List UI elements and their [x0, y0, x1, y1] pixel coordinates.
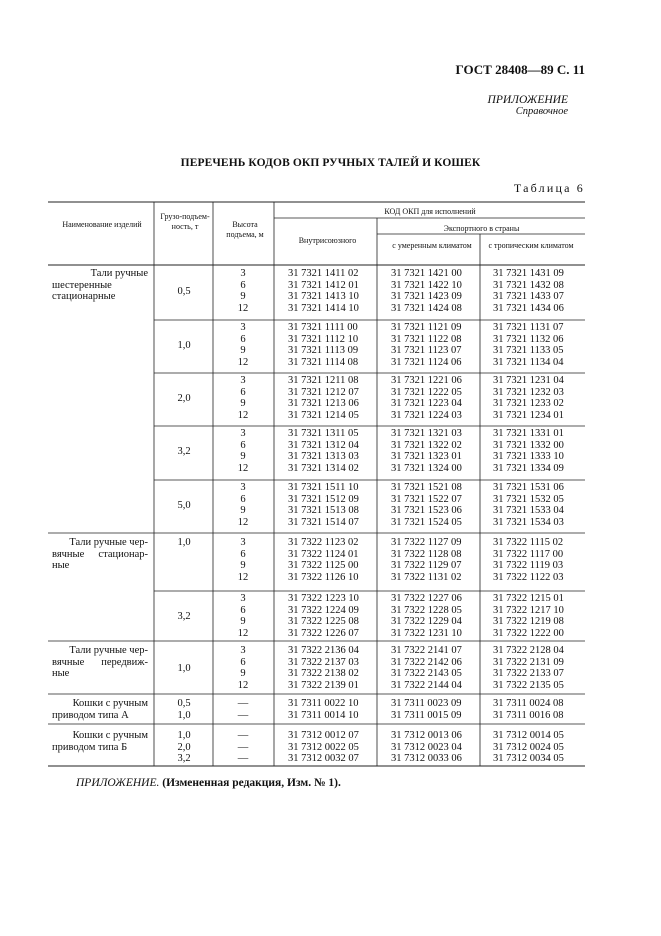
okp-code-domestic: 31 7321 1211 08 — [288, 375, 359, 386]
okp-code-tropical: 31 7322 1219 08 — [493, 616, 564, 628]
load-capacity: 0,5 — [177, 698, 191, 709]
okp-code-temperate: 31 7322 2141 07 — [391, 645, 462, 656]
okp-code-temperate: 31 7321 1421 00 — [391, 268, 462, 279]
product-name-line: шестеренные — [52, 279, 112, 291]
okp-code-tropical: 31 7321 1433 07 — [493, 291, 564, 303]
okp-code-tropical: 31 7322 1117 00 — [493, 548, 564, 560]
okp-code-tropical: 31 7321 1531 06 — [493, 482, 564, 493]
okp-code-domestic: 31 7312 0022 05 — [288, 741, 359, 753]
lift-height: 6 — [240, 656, 246, 668]
lift-height: 12 — [237, 303, 249, 315]
okp-code-domestic: 31 7322 1223 10 — [288, 593, 359, 604]
okp-code-temperate: 31 7321 1321 03 — [391, 428, 462, 439]
load-capacity: 2,0 — [177, 741, 191, 753]
product-name-line: приводом типа Б — [52, 741, 128, 753]
okp-code-temperate: 31 7322 1227 06 — [391, 593, 462, 604]
lift-height: — — [237, 730, 249, 741]
okp-code-domestic: 31 7321 1313 03 — [288, 451, 359, 463]
okp-code-tropical: 31 7312 0024 05 — [493, 741, 564, 753]
lift-height: 12 — [237, 628, 249, 640]
okp-code-temperate: 31 7312 0023 04 — [391, 741, 462, 753]
okp-code-domestic: 31 7321 1214 05 — [288, 410, 359, 422]
okp-code-domestic: 31 7322 2137 03 — [288, 656, 359, 668]
product-name-line: Кошки с ручным — [72, 730, 148, 741]
okp-code-domestic: 31 7322 2138 02 — [288, 668, 359, 680]
okp-code-temperate: 31 7321 1222 05 — [391, 386, 462, 398]
okp-code-temperate: 31 7321 1521 08 — [391, 482, 462, 493]
lift-height: — — [237, 709, 249, 721]
okp-code-tropical: 31 7321 1334 09 — [493, 463, 564, 475]
lift-height: 3 — [240, 428, 246, 439]
okp-code-tropical: 31 7321 1533 04 — [493, 505, 564, 517]
okp-code-tropical: 31 7322 2135 05 — [493, 680, 564, 692]
okp-code-tropical: 31 7321 1434 06 — [493, 303, 564, 315]
okp-code-tropical: 31 7322 2131 09 — [493, 656, 564, 668]
okp-code-temperate: 31 7322 1231 10 — [391, 628, 462, 640]
okp-code-domestic: 31 7321 1114 08 — [288, 357, 359, 369]
okp-code-domestic: 31 7321 1411 02 — [288, 268, 359, 279]
okp-code-temperate: 31 7321 1124 06 — [391, 357, 462, 369]
lift-height: — — [237, 698, 249, 709]
okp-code-temperate: 31 7322 2143 05 — [391, 668, 462, 680]
okp-code-domestic: 31 7322 1224 09 — [288, 604, 359, 616]
okp-code-domestic: 31 7311 0014 10 — [288, 709, 359, 721]
okp-code-temperate: 31 7321 1523 06 — [391, 505, 462, 517]
table-label: Таблица 6 — [513, 181, 585, 195]
lift-height: 6 — [240, 493, 246, 505]
load-capacity: 3,2 — [177, 445, 191, 457]
lift-height: 3 — [240, 322, 246, 333]
product-name-line: вячные передвиж- — [52, 656, 148, 668]
product-name-line: Кошки с ручным — [72, 698, 148, 709]
okp-code-tropical: 31 7312 0014 05 — [493, 730, 564, 741]
okp-code-temperate: 31 7322 2142 06 — [391, 656, 462, 668]
okp-code-tropical: 31 7321 1333 10 — [493, 451, 564, 463]
product-name-line: приводом типа А — [52, 709, 129, 721]
okp-code-temperate: 31 7322 1228 05 — [391, 604, 462, 616]
okp-code-domestic: 31 7321 1414 10 — [288, 303, 359, 315]
okp-code-tropical: 31 7311 0024 08 — [493, 698, 564, 709]
okp-code-temperate: 31 7322 1128 08 — [391, 548, 462, 560]
okp-code-domestic: 31 7322 1226 07 — [288, 628, 359, 640]
okp-code-domestic: 31 7321 1113 09 — [288, 345, 359, 357]
okp-code-domestic: 31 7321 1314 02 — [288, 463, 359, 475]
lift-height: 12 — [237, 572, 249, 584]
okp-code-domestic: 31 7322 1124 01 — [288, 548, 359, 560]
lift-height: 6 — [240, 604, 246, 616]
okp-code-tropical: 31 7311 0016 08 — [493, 709, 564, 721]
okp-code-tropical: 31 7321 1432 08 — [493, 279, 564, 291]
okp-code-temperate: 31 7321 1221 06 — [391, 375, 462, 386]
product-name-line: Тали ручные чер- — [69, 645, 148, 656]
lift-height: 9 — [240, 560, 246, 572]
okp-code-domestic: 31 7311 0022 10 — [288, 698, 359, 709]
okp-code-tropical: 31 7321 1331 01 — [493, 428, 564, 439]
load-capacity: 3,2 — [177, 753, 191, 765]
lift-height: 6 — [240, 386, 246, 398]
okp-code-tropical: 31 7322 2133 07 — [493, 668, 564, 680]
okp-code-domestic: 31 7321 1311 05 — [288, 428, 359, 439]
footer-italic: ПРИЛОЖЕНИЕ. — [76, 777, 160, 789]
load-capacity: 2,0 — [177, 392, 191, 404]
lift-height: 6 — [240, 439, 246, 451]
lift-height: 6 — [240, 279, 246, 291]
okp-code-temperate: 31 7321 1522 07 — [391, 493, 462, 505]
appendix-title: ПРИЛОЖЕНИЕ — [487, 94, 568, 106]
okp-code-tropical: 31 7321 1134 04 — [493, 357, 564, 369]
okp-code-domestic: 31 7322 1225 08 — [288, 616, 359, 628]
load-capacity: 1,0 — [177, 709, 191, 721]
okp-code-temperate: 31 7321 1224 03 — [391, 410, 462, 422]
okp-code-tropical: 31 7321 1532 05 — [493, 493, 564, 505]
load-capacity: 3,2 — [177, 610, 191, 622]
okp-code-tropical: 31 7321 1234 01 — [493, 410, 564, 422]
lift-height: 9 — [240, 451, 246, 463]
lift-height: 3 — [240, 268, 246, 279]
col-head-name: Наименование изделий — [62, 220, 142, 229]
okp-code-temperate: 31 7322 1131 02 — [391, 572, 462, 584]
okp-code-domestic: 31 7321 1512 09 — [288, 493, 359, 505]
okp-code-tropical: 31 7322 1115 02 — [493, 537, 564, 548]
col-head-domestic: Внутрисоюзного — [298, 236, 357, 245]
okp-code-temperate: 31 7321 1324 00 — [391, 463, 462, 475]
okp-code-tropical: 31 7321 1132 06 — [493, 333, 564, 345]
okp-code-temperate: 31 7321 1223 04 — [391, 398, 462, 410]
okp-code-tropical: 31 7322 1217 10 — [493, 604, 564, 616]
okp-code-tropical: 31 7321 1231 04 — [493, 375, 564, 386]
okp-code-domestic: 31 7321 1213 06 — [288, 398, 359, 410]
footer-note — [76, 777, 341, 789]
lift-height: 3 — [240, 645, 246, 656]
product-name-line: Тали ручные чер- — [69, 537, 148, 548]
okp-code-temperate: 31 7312 0013 06 — [391, 730, 462, 741]
okp-code-temperate: 31 7321 1323 01 — [391, 451, 462, 463]
okp-code-tropical: 31 7322 1119 03 — [493, 560, 564, 572]
col-head-tropical: с тропическим климатом — [488, 241, 574, 250]
col-head-height: Высота подъема, м — [226, 220, 264, 239]
lift-height: — — [237, 753, 249, 765]
col-head-temperate: с умеренным климатом — [392, 241, 472, 250]
okp-code-temperate: 31 7312 0033 06 — [391, 753, 462, 765]
product-name-line: ные — [52, 560, 70, 572]
appendix-type: Справочное — [515, 106, 568, 117]
lift-height: 9 — [240, 668, 246, 680]
okp-code-temperate: 31 7321 1424 08 — [391, 303, 462, 315]
col-head-load: Грузо-подъем-ность, т — [160, 212, 210, 231]
load-capacity: 1,0 — [177, 730, 191, 741]
lift-height: 9 — [240, 291, 246, 303]
product-name-line: вячные стационар- — [52, 548, 148, 560]
okp-code-tropical: 31 7321 1431 09 — [493, 268, 564, 279]
okp-code-temperate: 31 7321 1123 07 — [391, 345, 462, 357]
page-header: ГОСТ 28408—89 С. 11 — [455, 62, 585, 77]
lift-height: 12 — [237, 410, 249, 422]
okp-code-tropical: 31 7322 1215 01 — [493, 593, 564, 604]
lift-height: 12 — [237, 357, 249, 369]
okp-code-tropical: 31 7321 1232 03 — [493, 386, 564, 398]
okp-code-domestic: 31 7321 1312 04 — [288, 439, 359, 451]
load-capacity: 1,0 — [177, 339, 191, 351]
okp-code-tropical: 31 7321 1131 07 — [493, 322, 564, 333]
lift-height: 6 — [240, 548, 246, 560]
okp-code-temperate: 31 7322 2144 04 — [391, 680, 462, 692]
lift-height: 9 — [240, 616, 246, 628]
okp-code-domestic: 31 7321 1511 10 — [288, 482, 359, 493]
okp-code-tropical: 31 7322 1222 00 — [493, 628, 564, 640]
col-head-export: Экспортного в страны — [443, 224, 520, 233]
okp-code-domestic: 31 7322 1123 02 — [288, 537, 359, 548]
okp-code-tropical: 31 7322 1122 03 — [493, 572, 564, 584]
okp-code-temperate: 31 7311 0023 09 — [391, 698, 462, 709]
lift-height: 9 — [240, 505, 246, 517]
lift-height: 6 — [240, 333, 246, 345]
load-capacity: 1,0 — [177, 662, 191, 674]
okp-code-temperate: 31 7322 1129 07 — [391, 560, 462, 572]
okp-code-domestic: 31 7321 1413 10 — [288, 291, 359, 303]
okp-code-domestic: 31 7322 1126 10 — [288, 572, 359, 584]
lift-height: — — [237, 741, 249, 753]
okp-code-temperate: 31 7311 0015 09 — [391, 709, 462, 721]
okp-code-domestic: 31 7322 2136 04 — [288, 645, 359, 656]
okp-code-domestic: 31 7312 0032 07 — [288, 753, 359, 765]
load-capacity: 0,5 — [177, 285, 191, 297]
okp-code-temperate: 31 7321 1121 09 — [391, 322, 462, 333]
lift-height: 3 — [240, 593, 246, 604]
page-title: ПЕРЕЧЕНЬ КОДОВ ОКП РУЧНЫХ ТАЛЕЙ И КОШЕК — [180, 157, 481, 169]
okp-code-temperate: 31 7321 1422 10 — [391, 279, 462, 291]
okp-code-temperate: 31 7321 1524 05 — [391, 517, 462, 529]
okp-code-tropical: 31 7321 1133 05 — [493, 345, 564, 357]
col-head-okp: КОД ОКП для исполнений — [384, 207, 476, 216]
okp-code-tropical: 31 7312 0034 05 — [493, 753, 564, 765]
footer-bold: (Измененная редакция, Изм. № 1). — [162, 777, 341, 789]
okp-code-domestic: 31 7321 1412 01 — [288, 279, 359, 291]
lift-height: 3 — [240, 482, 246, 493]
load-capacity: 5,0 — [177, 499, 191, 511]
okp-code-domestic: 31 7321 1514 07 — [288, 517, 359, 529]
okp-code-domestic: 31 7321 1112 10 — [288, 333, 359, 345]
okp-code-temperate: 31 7321 1122 08 — [391, 333, 462, 345]
okp-code-domestic: 31 7321 1212 07 — [288, 386, 359, 398]
okp-code-tropical: 31 7321 1534 03 — [493, 517, 564, 529]
lift-height: 12 — [237, 517, 249, 529]
product-name-line: ные — [52, 668, 70, 680]
okp-code-tropical: 31 7321 1332 00 — [493, 439, 564, 451]
okp-code-domestic: 31 7322 1125 00 — [288, 560, 359, 572]
okp-code-tropical: 31 7321 1233 02 — [493, 398, 564, 410]
product-name-line: Тали ручные — [90, 268, 148, 279]
lift-height: 12 — [237, 680, 249, 692]
okp-code-temperate: 31 7321 1423 09 — [391, 291, 462, 303]
lift-height: 9 — [240, 345, 246, 357]
okp-code-domestic: 31 7322 2139 01 — [288, 680, 359, 692]
product-name-line: стационарные — [52, 291, 116, 303]
okp-code-domestic: 31 7321 1513 08 — [288, 505, 359, 517]
lift-height: 12 — [237, 463, 249, 475]
load-capacity: 1,0 — [177, 537, 191, 548]
okp-code-temperate: 31 7322 1127 09 — [391, 537, 462, 548]
okp-code-domestic: 31 7312 0012 07 — [288, 730, 359, 741]
okp-code-temperate: 31 7321 1322 02 — [391, 439, 462, 451]
okp-code-temperate: 31 7322 1229 04 — [391, 616, 462, 628]
lift-height: 3 — [240, 537, 246, 548]
lift-height: 3 — [240, 375, 246, 386]
okp-code-tropical: 31 7322 2128 04 — [493, 645, 564, 656]
lift-height: 9 — [240, 398, 246, 410]
okp-code-domestic: 31 7321 1111 00 — [288, 322, 358, 333]
